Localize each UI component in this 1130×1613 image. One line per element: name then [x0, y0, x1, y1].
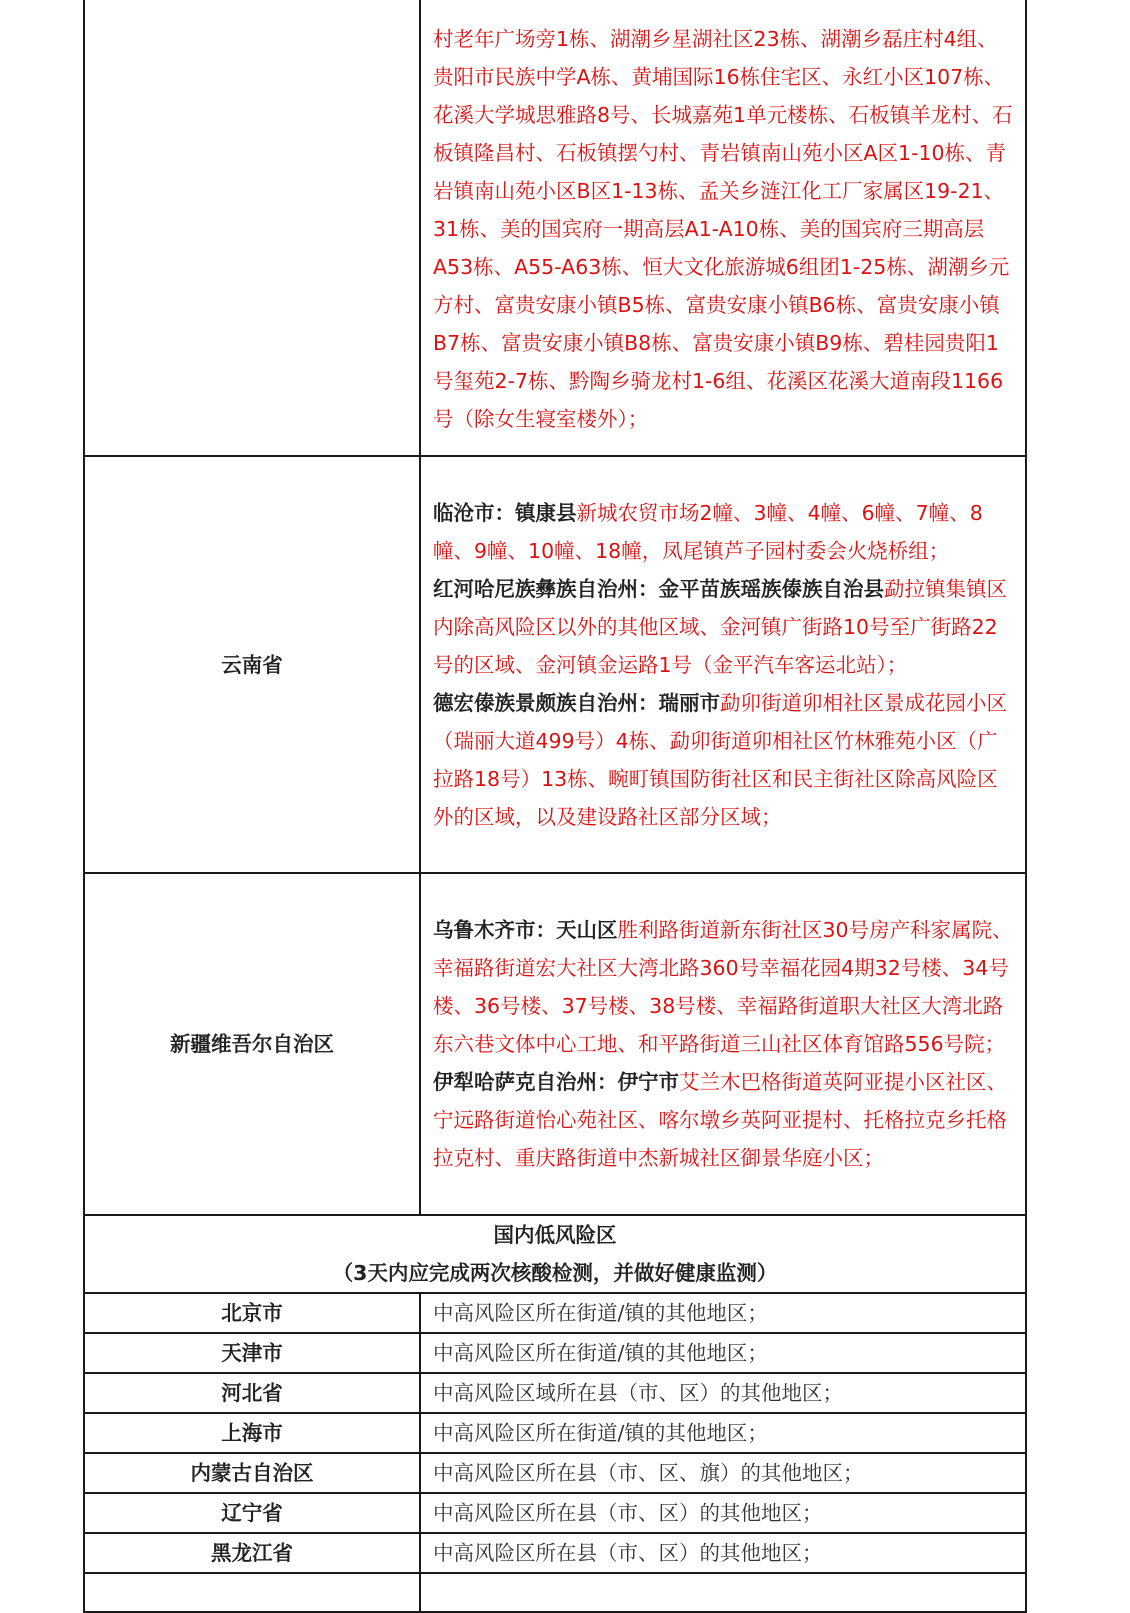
region-cell: 辽宁省	[84, 1493, 420, 1533]
section-title: 国内低风险区	[493, 1223, 617, 1247]
area-list-text: 胜利路街道新东街社区30号房产科家属院、幸福路街道宏大社区大湾北路360号幸福花园4期32号楼、34号楼、36号楼、37号楼、38号楼、幸福路街道职大社区大湾北路东六巷文体中心工地、和平路街道三山社区体育馆路556号院；	[433, 918, 1013, 1056]
region-cell: 天津市	[84, 1333, 420, 1373]
low-risk-text: 中高风险区域所在县（市、区）的其他地区；	[420, 1373, 1026, 1413]
table-row	[84, 0, 1026, 456]
guizhou-detail-cell	[420, 0, 1026, 456]
low-risk-text: 中高风险区所在街道/镇的其他地区；	[420, 1333, 1026, 1373]
area-list-text: 村老年广场旁1栋、湖潮乡星湖社区23栋、湖潮乡磊庄村4组、贵阳市民族中学A栋、黄埔国际16栋住宅区、永红小区107栋、花溪大学城思雅路8号、长城嘉苑1单元楼栋、石板镇羊龙村、石板镇隆昌村、石板镇摆勺村、青岩镇南山苑小区A区1-10栋、青岩镇南山苑小区B区1-13栋、孟关乡涟江化工厂家属区19-21、31栋、美的国宾府一期高层A1-A10栋、美的国宾府三期高层A53栋、A55-A63栋、恒大文化旅游城6组团1-25栋、湖潮乡元方村、富贵安康小镇B5栋、富贵安康小镇B6栋、富贵安康小镇B7栋、富贵安康小镇B8栋、富贵安康小镇B9栋、碧桂园贵阳1号玺苑2-7栋、黔陶乡骑龙村1-6组、花溪区花溪大道南段1166号（除女生寝室楼外）；	[433, 27, 1013, 431]
xinjiang-detail-cell	[420, 873, 1026, 1215]
city-prefix: 德宏傣族景颇族自治州：瑞丽市	[433, 690, 720, 715]
yunnan-detail-cell	[420, 456, 1026, 873]
list-item	[433, 494, 1013, 570]
region-cell	[84, 1573, 420, 1612]
section-subtitle: （3天内应完成两次核酸检测，并做好健康监测）	[332, 1261, 778, 1285]
table-row	[84, 456, 1026, 873]
city-prefix: 临沧市：镇康县	[433, 500, 577, 525]
region-cell: 内蒙古自治区	[84, 1453, 420, 1493]
list-item	[433, 570, 1013, 684]
city-prefix: 伊犁哈萨克自治州：伊宁市	[433, 1070, 679, 1094]
table-row	[84, 1493, 1026, 1533]
list-item	[433, 1063, 1013, 1177]
region-cell-yunnan: 云南省	[84, 456, 420, 873]
section-header-row	[84, 1215, 1026, 1293]
region-cell: 北京市	[84, 1293, 420, 1333]
table-row	[84, 1453, 1026, 1493]
risk-area-table	[83, 0, 1027, 1613]
table-row	[84, 1413, 1026, 1453]
table-row	[84, 873, 1026, 1215]
area-list-text: 勐拉镇集镇区内除高风险区以外的其他区域、金河镇广街路10号至广街路22号的区域、金河镇金运路1号（金平汽车客运北站）；	[433, 576, 1007, 677]
region-cell: 河北省	[84, 1373, 420, 1413]
low-risk-text: 中高风险区所在县（市、区）的其他地区；	[420, 1493, 1026, 1533]
table-row	[84, 1573, 1026, 1612]
table-row	[84, 1293, 1026, 1333]
low-risk-text: 中高风险区所在街道/镇的其他地区；	[420, 1293, 1026, 1333]
low-risk-text: 中高风险区所在街道/镇的其他地区；	[420, 1413, 1026, 1453]
list-item	[433, 684, 1013, 836]
area-list-text: 新城农贸市场2幢、3幢、4幢、6幢、7幢、8幢、9幢、10幢、18幢，凤尾镇芦子园村委会火烧桥组；	[433, 500, 983, 563]
table-row	[84, 1373, 1026, 1413]
low-risk-text: 中高风险区所在县（市、区）的其他地区；	[420, 1533, 1026, 1573]
region-cell-xinjiang: 新疆维吾尔自治区	[84, 873, 420, 1215]
region-cell: 黑龙江省	[84, 1533, 420, 1573]
city-prefix: 乌鲁木齐市：天山区	[433, 918, 618, 942]
list-item	[433, 911, 1013, 1063]
table-row	[84, 1333, 1026, 1373]
region-cell: 上海市	[84, 1413, 420, 1453]
region-cell	[84, 0, 420, 456]
low-risk-text	[420, 1573, 1026, 1612]
area-list-text: 勐卯街道卯相社区景成花园小区（瑞丽大道499号）4栋、勐卯街道卯相社区竹林雅苑小区（广拉路18号）13栋、畹町镇国防街社区和民主街社区除高风险区外的区域，以及建设路社区部分区域；	[433, 690, 1007, 829]
area-list-text: 艾兰木巴格街道英阿亚提小区社区、宁远路街道怡心苑社区、喀尔墩乡英阿亚提村、托格拉克乡托格拉克村、重庆路街道中杰新城社区御景华庭小区；	[433, 1070, 1007, 1170]
low-risk-header	[84, 1215, 1026, 1293]
low-risk-text: 中高风险区所在县（市、区、旗）的其他地区；	[420, 1453, 1026, 1493]
city-prefix: 红河哈尼族彝族自治州：金平苗族瑶族傣族自治县	[433, 576, 884, 601]
table-row	[84, 1533, 1026, 1573]
